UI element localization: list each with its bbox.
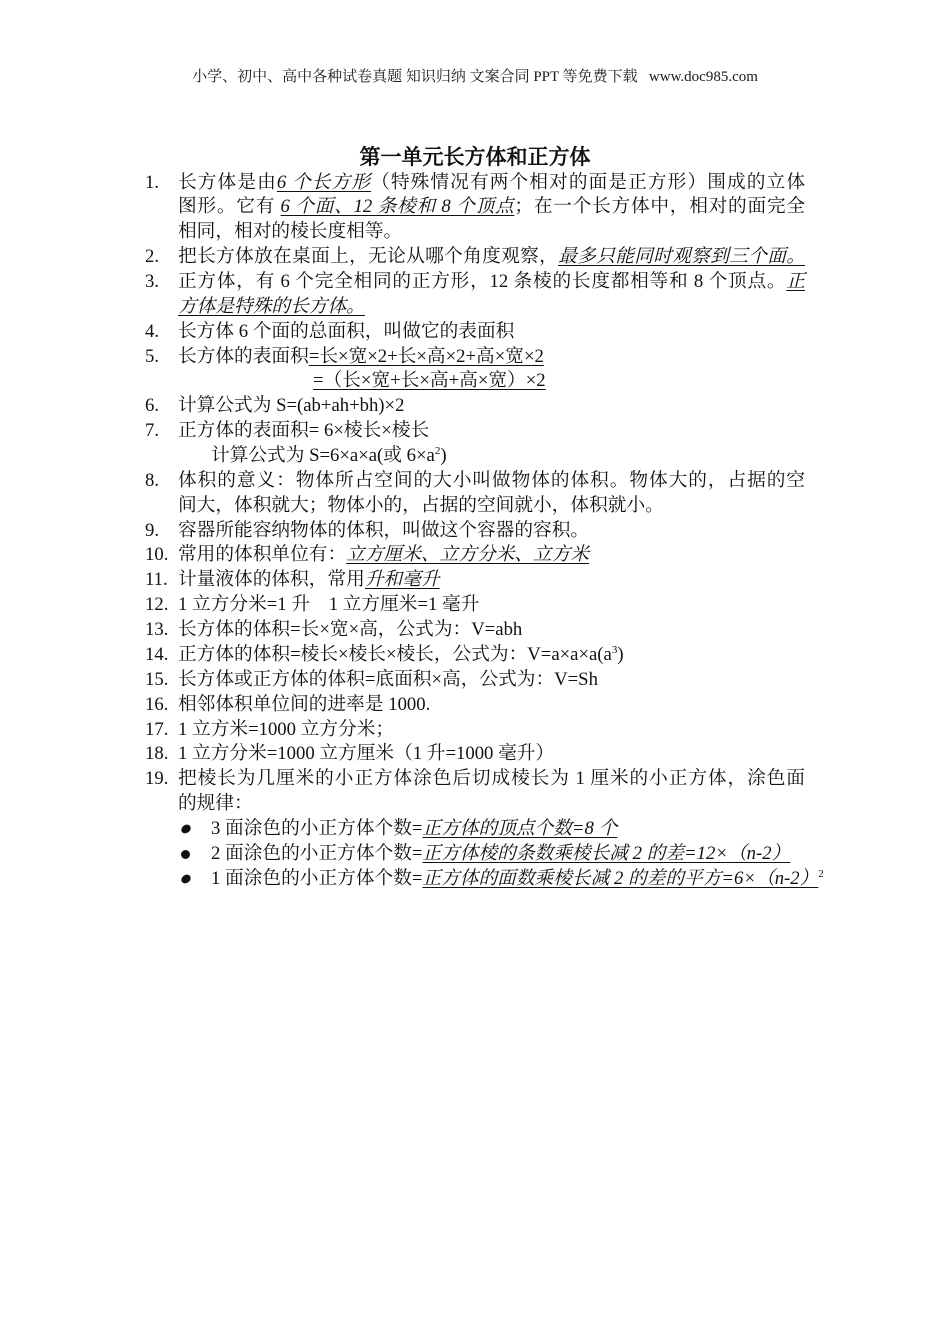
text-segment: ；在一个长方体中，相对的面完全: [514, 196, 806, 218]
item-6-line-1: [0, 394, 950, 419]
text-segment: 计算公式为 S=6×a×a(或 6×a: [211, 445, 435, 467]
item-number: 7.: [145, 420, 160, 442]
item-8-line-2: [0, 494, 950, 519]
item-3-line-2: [0, 295, 950, 320]
emphasized-text: 立方厘米、立方分米、立方米: [346, 544, 590, 566]
item-number: 4.: [145, 320, 160, 342]
text-segment: 计算公式为 S=(ab+ah+bh)×2: [178, 395, 405, 417]
text-segment: 1 面涂色的小正方体个数=: [211, 867, 423, 889]
item-15-line-1: [0, 668, 950, 693]
text-segment: 正方体的表面积= 6×棱长×棱长: [178, 420, 430, 442]
item-number: 2.: [145, 246, 160, 268]
text-segment: 长方体的表面积: [178, 345, 309, 367]
text-segment: 把长方体放在桌面上，无论从哪个角度观察，: [178, 246, 559, 268]
item-3-line-1: [0, 270, 950, 295]
item-number: 9.: [145, 519, 160, 541]
item-text: [178, 593, 479, 618]
superscript: 2: [434, 445, 441, 458]
bullet-item-3: [0, 867, 950, 892]
item-number: 3.: [145, 271, 160, 293]
item-text: [178, 345, 544, 370]
item-number: 16.: [145, 693, 169, 715]
item-text: [178, 220, 402, 245]
document-header: 小学、初中、高中各种试卷真题 知识归纳 文案合同 PPT 等免费下载 www.doc985.com: [192, 69, 758, 85]
item-number: 12.: [145, 594, 169, 616]
item-text: [178, 320, 514, 345]
item-text: [178, 171, 805, 196]
emphasized-text: 正方体棱的条数乘棱长减 2 的差=12×（n-2）: [422, 842, 791, 864]
item-text: [178, 643, 624, 670]
text-segment: 2 面涂色的小正方体个数=: [211, 842, 423, 864]
item-text: [178, 543, 589, 568]
item-text: [178, 519, 589, 544]
underlined-formula: =长×宽×2+长×高×2+高×宽×2: [308, 345, 544, 367]
bullet-icon: [180, 823, 193, 835]
item-17-line-1: [0, 718, 950, 743]
item-text: [178, 195, 805, 220]
emphasized-text: 6 个长方形: [276, 171, 372, 193]
item-text: [313, 369, 546, 394]
item-text: [178, 618, 522, 643]
emphasized-text: 6 个面、12 条棱和 8 个顶点: [280, 196, 515, 218]
item-number: 8.: [145, 469, 160, 491]
item-text: [211, 444, 447, 471]
text-segment: 容器所能容纳物体的体积，叫做这个容器的容积。: [178, 519, 590, 541]
underlined-formula: =（长×宽+长×高+高×宽）×2: [313, 370, 546, 392]
item-number: 18.: [145, 743, 169, 765]
item-text: [178, 295, 365, 320]
bullet-text: [211, 867, 824, 894]
item-16-line-1: [0, 693, 950, 718]
item-number: 19.: [145, 768, 169, 790]
item-number: 17.: [145, 718, 169, 740]
text-segment: 正方体的体积=棱长×棱长×棱长，公式为：V=a×a×a(a: [178, 643, 612, 665]
text-segment: 1 立方分米=1000 立方厘米（1 升=1000 毫升）: [178, 743, 555, 765]
text-segment: 1 立方米=1000 立方分米；: [178, 718, 395, 740]
item-8-line-1: [0, 469, 950, 494]
item-text: [178, 742, 554, 767]
text-segment: 长方体是由: [178, 171, 277, 193]
text-segment: 间大，体积就大；物体小的，占据的空间就小，体积就小。: [178, 494, 664, 516]
item-5-line-2: [0, 369, 950, 394]
superscript: 2: [818, 867, 824, 880]
bullet-icon: [180, 873, 193, 885]
item-text: [178, 693, 430, 718]
item-2-line-1: [0, 245, 950, 270]
item-5-line-1: [0, 345, 950, 370]
bullet-text: [211, 817, 617, 842]
emphasized-text: 最多只能同时观察到三个面。: [558, 246, 806, 268]
item-19-line-2: [0, 792, 950, 817]
bullet-item-2: [0, 842, 950, 867]
text-segment: ): [440, 445, 447, 467]
text-segment: 图形。它有: [178, 196, 281, 218]
item-19-line-1: [0, 767, 950, 792]
text-segment: 正方体，有 6 个完全相同的正方形，12 条棱的长度都相等和 8 个顶点。: [178, 271, 787, 293]
emphasized-text: 正方体的面数乘棱长减 2 的差的平方=6×（n-2）: [422, 867, 819, 889]
item-number: 5.: [145, 345, 160, 367]
text-segment: ): [617, 643, 624, 665]
item-number: 13.: [145, 619, 169, 641]
text-segment: 相邻体积单位间的进率是 1000.: [178, 693, 431, 715]
bullet-icon: [181, 850, 190, 859]
item-11-line-1: [0, 568, 950, 593]
emphasized-text: 正: [786, 271, 805, 293]
text-segment: 把棱长为几厘米的小正方体涂色后切成棱长为 1 厘米的小正方体，涂色面: [178, 768, 805, 790]
bullet-text: [211, 842, 790, 867]
item-number: 14.: [145, 643, 169, 665]
item-text: [178, 767, 805, 792]
text-segment: 相同，相对的棱长度相等。: [178, 221, 403, 243]
item-10-line-1: [0, 543, 950, 568]
text-segment: 常用的体积单位有：: [178, 544, 347, 566]
superscript: 3: [611, 643, 618, 656]
text-segment: 3 面涂色的小正方体个数=: [211, 817, 423, 839]
item-text: [178, 394, 404, 419]
text-segment: 长方体 6 个面的总面积，叫做它的表面积: [178, 320, 515, 342]
text-segment: （特殊情况有两个相对的面是正方形）围成的立体: [371, 171, 806, 193]
item-number: 10.: [145, 544, 169, 566]
item-18-line-1: [0, 742, 950, 767]
text-segment: 1 立方分米=1 升 1 立方厘米=1 毫升: [178, 594, 480, 616]
item-list: [0, 171, 950, 892]
item-number: 11.: [145, 569, 168, 591]
item-number: 6.: [145, 395, 160, 417]
item-text: [178, 270, 805, 295]
emphasized-text: 正方体的顶点个数=8 个: [422, 817, 618, 839]
item-4-line-1: [0, 320, 950, 345]
text-segment: 体积的意义：物体所占空间的大小叫做物体的体积。物体大的，占据的空: [178, 469, 805, 491]
item-text: [178, 668, 598, 693]
item-text: [178, 245, 805, 270]
item-7-line-1: [0, 419, 950, 444]
item-text: [178, 792, 253, 817]
text-segment: 长方体的体积=长×宽×高，公式为：V=abh: [178, 619, 523, 641]
item-text: [178, 469, 805, 494]
item-text: [178, 419, 429, 444]
item-text: [178, 568, 440, 593]
item-number: 15.: [145, 668, 169, 690]
item-1-line-2: [0, 195, 950, 220]
item-9-line-1: [0, 519, 950, 544]
item-13-line-1: [0, 618, 950, 643]
text-segment: 计量液体的体积，常用: [178, 569, 365, 591]
document-title: 第一单元长方体和正方体: [359, 146, 591, 169]
text-segment: 的规律：: [178, 793, 253, 815]
item-7-line-2: [0, 444, 950, 469]
item-14-line-1: [0, 643, 950, 668]
item-number: 1.: [145, 171, 160, 193]
item-1-line-3: [0, 220, 950, 245]
text-segment: 长方体或正方体的体积=底面积×高，公式为：V=Sh: [178, 668, 598, 690]
item-text: [178, 718, 394, 743]
bullet-item-1: [0, 817, 950, 842]
item-1-line-1: [0, 171, 950, 196]
item-12-line-1: [0, 593, 950, 618]
item-text: [178, 494, 664, 519]
emphasized-text: 升和毫升: [364, 569, 440, 591]
emphasized-text: 方体是特殊的长方体。: [178, 295, 365, 317]
